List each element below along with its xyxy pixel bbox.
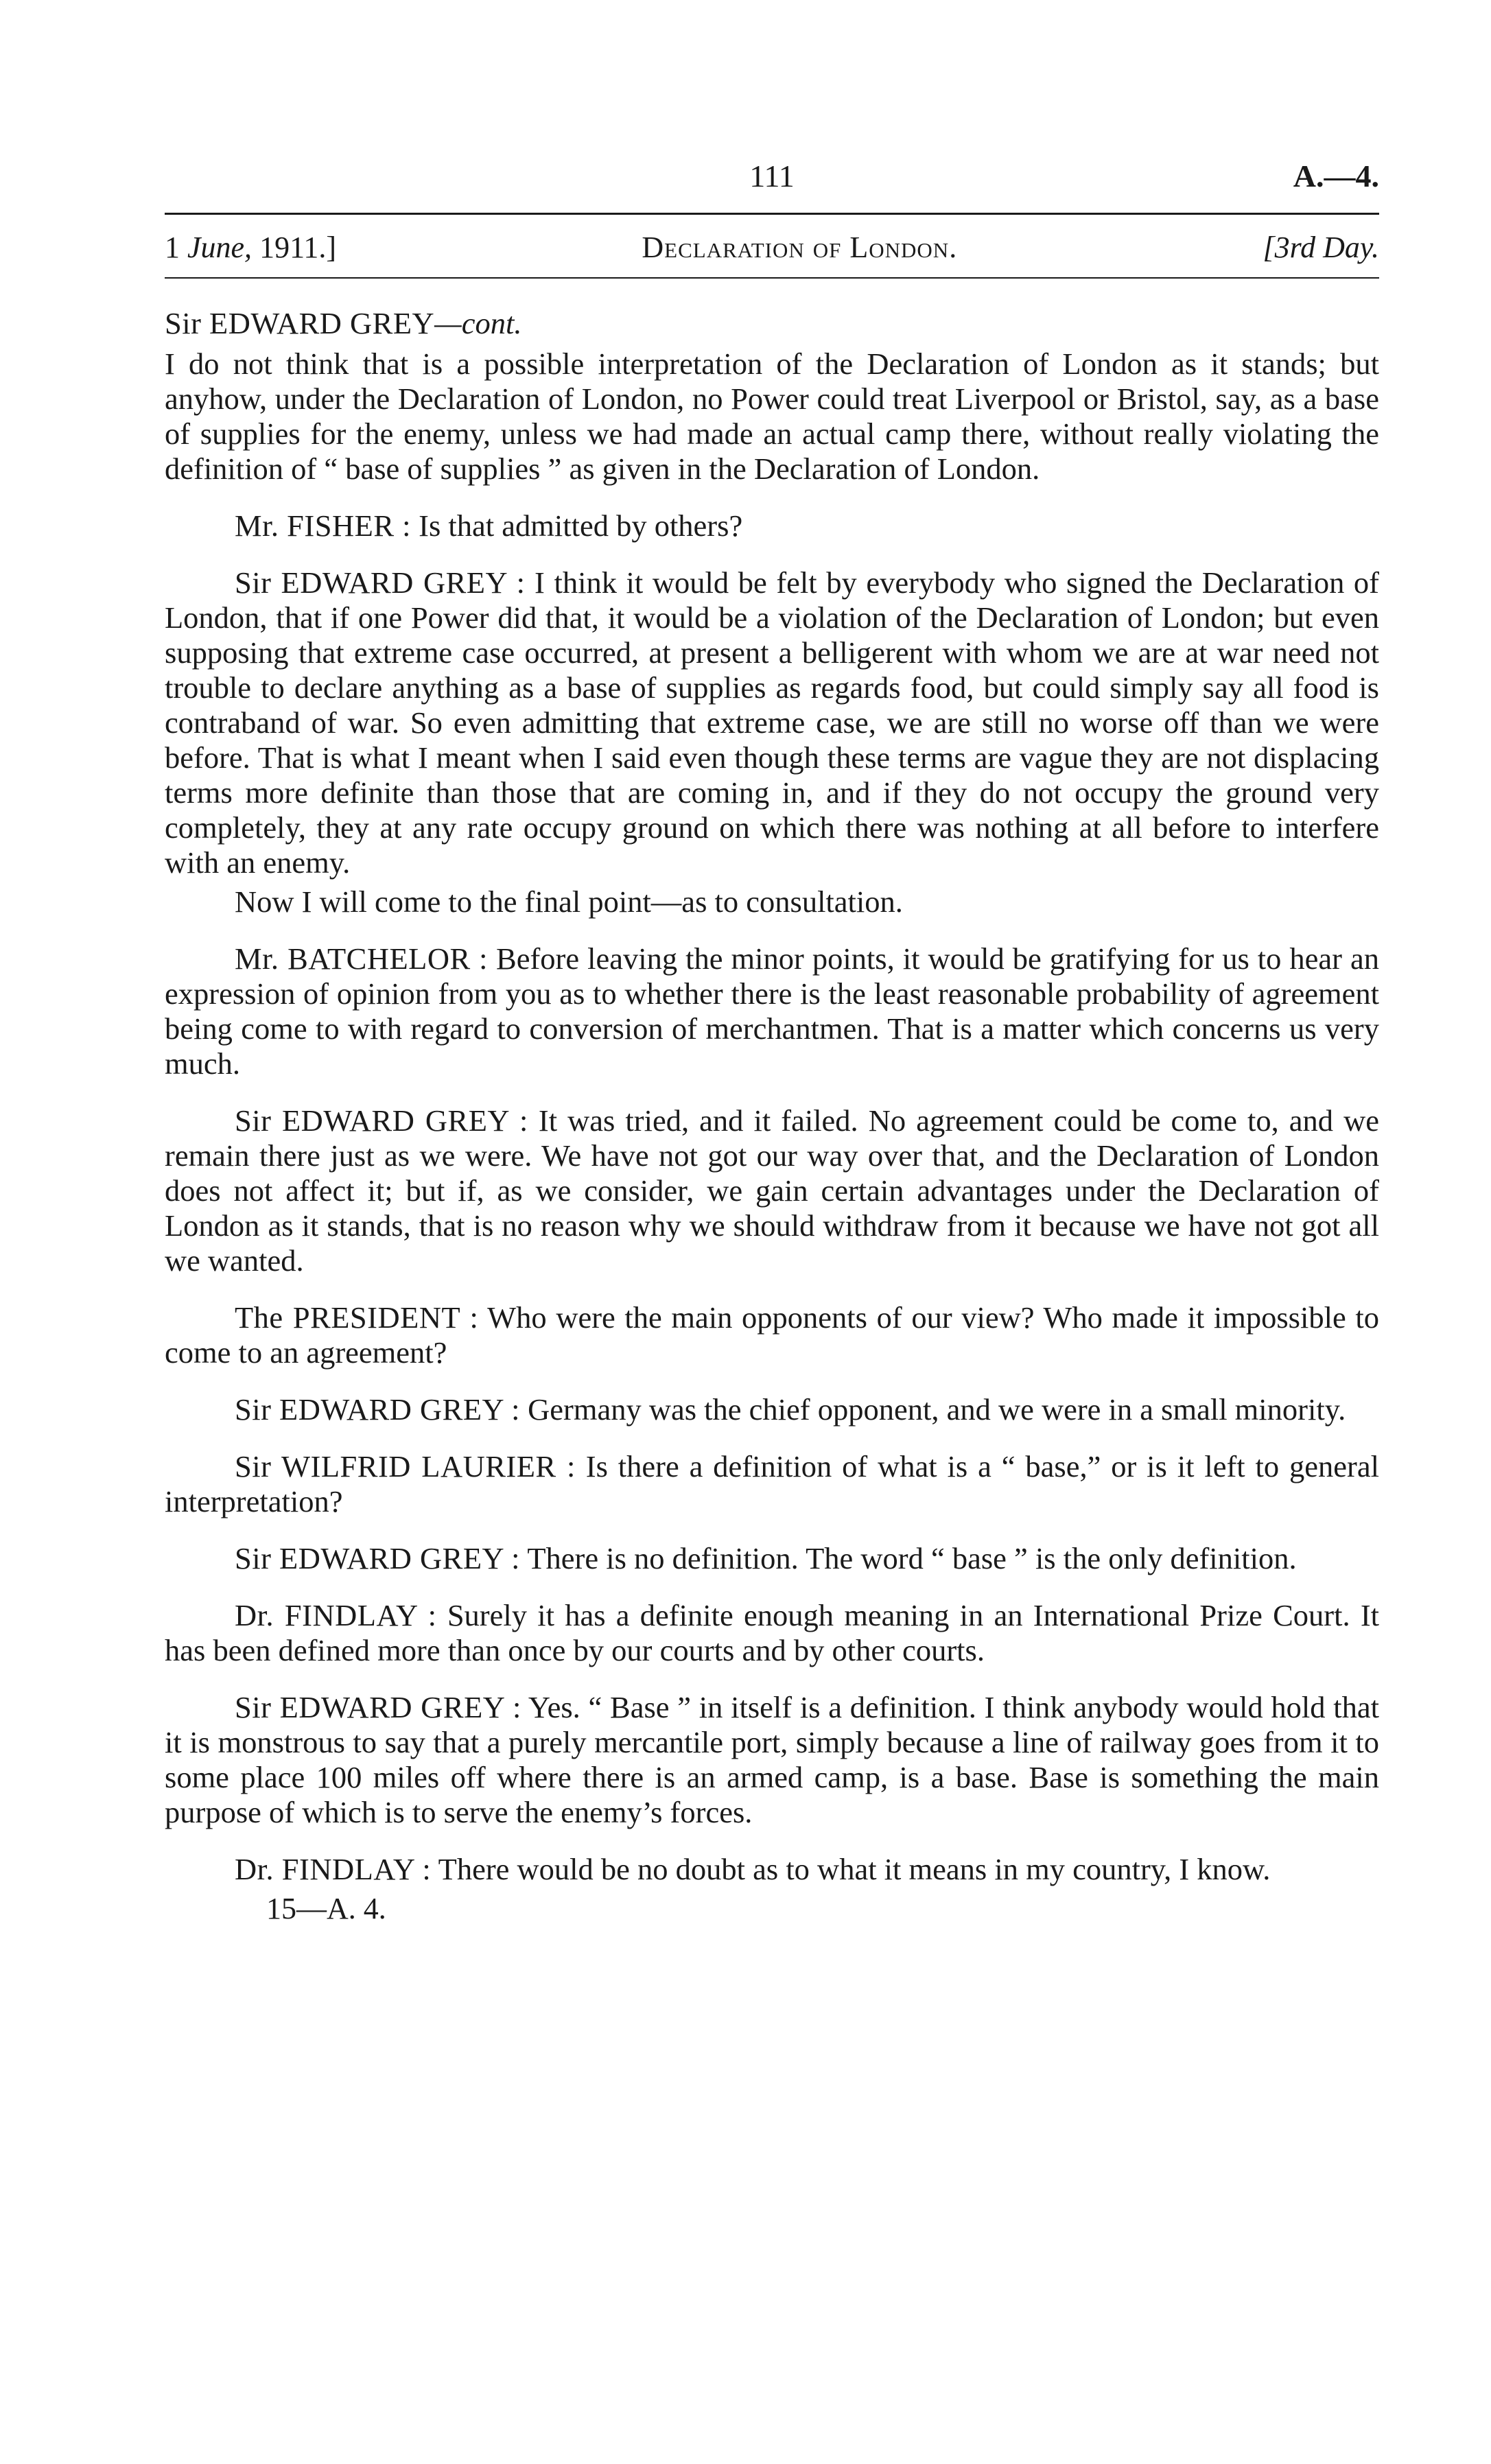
speaker-name: Mr. FISHER :: [235, 508, 411, 543]
paragraph-text: It was tried, and it failed. No agreement could be come to, and we remain there just as we were. We have not got our way over that, and the Declaration of London does not affect it; but if, as we consider, we gain certain advantages under the Declaration of London as it stands, that is no reason why we should withdraw from it because we have not got all we wanted.: [165, 1103, 1379, 1278]
paragraph-text: There would be no doubt as to what it means in my country, I know.: [431, 1852, 1271, 1886]
header-bottom-rule: [165, 277, 1379, 279]
paragraph-text: Who were the main opponents of our view? Who made it impossible to come to an agreement?: [165, 1300, 1379, 1370]
paragraph-text: Before leaving the minor points, it would be gratifying for us to hear an expression of opinion from you as to whether there is the least reasonable probability of agreement being come to with regard to conversion of merchantmen. That is a matter which concerns us very much.: [165, 941, 1379, 1081]
paragraph-text: I think it would be felt by everybody who signed the Declaration of London, that if one Power did that, it would be a violation of the Declaration of London; but even supposing that extreme case occurred, at present a belligerent with whom we are at war need not trouble to declare anything as a base of supplies as regards food, but could simply say all food is contraband of war. So even admitting that extreme case, we are still no worse off than we were before. That is what I meant when I said even though these terms are vague they are not displacing terms more definite than those that are coming in, and if they do not occupy the ground very completely, they at any rate occupy ground on which there was nothing at all before to interfere with an enemy.: [165, 565, 1379, 880]
speaker-name: Sir EDWARD GREY :: [235, 565, 526, 600]
paragraph-6: [165, 1103, 1379, 1278]
speaker-name: Sir EDWARD GREY :: [235, 1103, 528, 1138]
speaker-name: Sir EDWARD GREY :: [235, 1392, 520, 1427]
continued-speaker-line: [165, 306, 1379, 341]
header-date-month: June,: [187, 231, 253, 264]
paragraph-13: [165, 1852, 1379, 1887]
continued-speaker: Sir EDWARD GREY: [165, 306, 435, 340]
page-number: 111: [749, 159, 795, 193]
signature-mark: 15—A. 4.: [266, 1892, 386, 1925]
transcript-body: [165, 306, 1379, 1926]
header-date-year: 1911.]: [252, 231, 337, 264]
paragraph-1: [165, 347, 1379, 486]
paragraph-5: [165, 941, 1379, 1081]
speaker-name: Sir EDWARD GREY :: [235, 1541, 520, 1575]
paragraph-11: [165, 1598, 1379, 1668]
document-code: A.—4.: [1293, 159, 1379, 193]
page-top-row: [165, 158, 1379, 213]
header-date: [165, 230, 336, 265]
continued-marker: —cont.: [434, 306, 522, 340]
speaker-name: Sir WILFRID LAURIER :: [235, 1449, 576, 1483]
speaker-name: Dr. FINDLAY :: [235, 1598, 437, 1632]
speaker-name: Dr. FINDLAY :: [235, 1852, 432, 1886]
header-date-day: 1: [165, 231, 187, 264]
paragraph-2: [165, 508, 1379, 543]
paragraph-text: I do not think that is a possible interpretation of the Declaration of London as it stands; but anyhow, under the Declaration of London, no Power could treat Liverpool or Bristol, say, as a base of supplies for the enemy, unless we had made an actual camp there, without really violating the definition of “ base of supplies ” as given in the Declaration of London.: [165, 347, 1379, 486]
paragraph-10: [165, 1541, 1379, 1576]
paragraph-text: Is that admitted by others?: [411, 508, 743, 543]
running-header: [165, 215, 1379, 277]
paragraph-text: Is there a definition of what is a “ base,” or is it left to general interpretation?: [165, 1449, 1379, 1518]
paragraph-3: [165, 565, 1379, 880]
speaker-name: Mr. BATCHELOR :: [235, 941, 489, 976]
speaker-name: Sir EDWARD GREY :: [235, 1690, 521, 1724]
paragraph-4: [165, 884, 1379, 919]
paragraph-text: There is no definition. The word “ base ” is the only definition.: [520, 1541, 1297, 1575]
paragraph-12: [165, 1690, 1379, 1830]
document-page: [165, 158, 1379, 1926]
paragraph-text: Surely it has a definite enough meaning in an International Prize Court. It has been defined more than once by our courts and by other courts.: [165, 1598, 1379, 1667]
paragraph-7: [165, 1300, 1379, 1370]
header-title: Declaration of London.: [642, 231, 958, 264]
paragraph-text: Yes. “ Base ” in itself is a definition. I think anybody would hold that it is monstrous to say that a purely mercantile port, simply because a line of railway goes from it to some place 100 miles off where there is an armed camp, is a base. Base is something the main purpose of which is to serve the enemy’s forces.: [165, 1690, 1379, 1829]
header-day: [3rd Day.: [1263, 231, 1379, 264]
speaker-name: The PRESIDENT :: [235, 1300, 479, 1335]
paragraph-8: [165, 1392, 1379, 1427]
paragraph-9: [165, 1449, 1379, 1519]
paragraph-text: Germany was the chief opponent, and we were in a small minority.: [520, 1392, 1346, 1427]
paragraph-text: Now I will come to the final point—as to consultation.: [235, 884, 903, 919]
